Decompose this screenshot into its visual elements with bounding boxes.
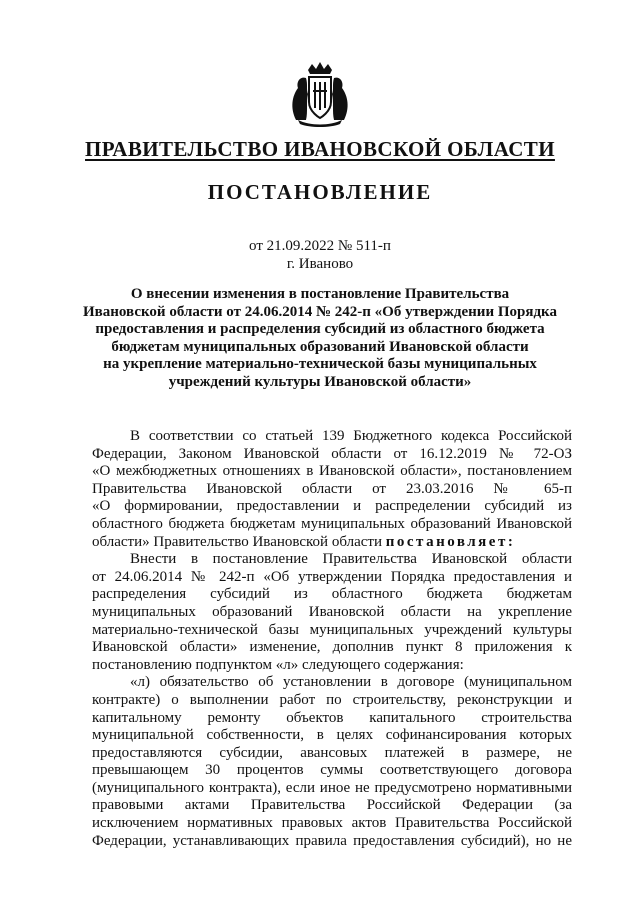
heading-line: учреждений культуры Ивановской области» (168, 373, 472, 390)
document-type: ПОСТАНОВЛЕНИЕ (207, 180, 433, 204)
body-line: муниципальных образований Ивановской области на укрепление (92, 603, 572, 620)
organization-title: ПРАВИТЕЛЬСТВО ИВАНОВСКОЙ ОБЛАСТИ (85, 137, 555, 161)
body-line: (муниципального контракта), если иное не предусмотрено нормативными (92, 779, 572, 796)
body-line: от 24.06.2014 № 242-п «Об утверждении Порядка предоставления и (92, 568, 572, 585)
body-line: Внести в постановление Правительства Ивановской области (130, 551, 572, 568)
body-line: капитальному ремонту объектов капитального строительства (92, 709, 572, 726)
body-line-text: области» Правительство Ивановской области (92, 533, 382, 550)
body-line: правовыми актами Правительства Российской Федерации (за (92, 797, 572, 814)
document-city: г. Иваново (286, 256, 354, 272)
heading-line: О внесении изменения в постановление Правительства (130, 286, 510, 302)
body-line: В соответствии со статьей 139 Бюджетного кодекса Российской (130, 428, 572, 444)
body-line: Федерации, Законом Ивановской области от 16.12.2019 № 72-ОЗ (92, 445, 572, 462)
body-line: Правительства Ивановской области от 23.03.2016 № 65-п (92, 480, 572, 497)
heading-line: бюджетам муниципальных образований Ивановской области (111, 338, 529, 355)
body-line: контракте) о выполнении работ по строительству, реконструкции и (92, 691, 572, 708)
body-line: Федерации, устанавливающих правила предоставления субсидий), но не (92, 832, 572, 849)
body-line: постановлению подпунктом «л» следующего содержания: (92, 656, 464, 673)
body-line: превышающем 30 процентов суммы соответствующего договора (92, 762, 572, 779)
document-heading (80, 286, 560, 392)
heading-line: предоставления и распределения субсидий из областного бюджета (95, 321, 545, 338)
heading-line: Ивановской области от 24.06.2014 № 242-п «Об утверждении Порядка (83, 303, 557, 320)
body-line: «О формировании, предоставлении и распределении субсидий из (92, 498, 572, 515)
body-line: муниципальной собственности, в целях софинансирования которых (92, 727, 572, 744)
coat-of-arms-icon (286, 60, 354, 128)
document-body (92, 428, 572, 850)
decree-verb: постановляет: (385, 533, 516, 550)
body-line: материально-технической базы муниципальных учреждений культуры (92, 621, 572, 638)
body-line: предоставляются субсидии, авансовых платежей в размере, не (92, 744, 572, 761)
heading-line: на укрепление материально-технической базы муниципальных (103, 356, 537, 373)
body-line: исключением нормативных правовых актов Правительства Российской (92, 815, 572, 832)
body-line: «л) обязательство об установлении в договоре (муниципальном (130, 674, 572, 691)
body-line: «О межбюджетных отношениях в Ивановской области», постановлением (92, 463, 572, 480)
body-line: распределения субсидий из областного бюджета бюджетам (92, 586, 572, 603)
document-date-number: от 21.09.2022 № 511-п (249, 238, 391, 254)
body-line: областного бюджета бюджетам муниципальных образований Ивановской (92, 515, 572, 532)
body-line (92, 534, 572, 552)
body-line: Ивановской области» изменение, дополнив пункт 8 приложения к (92, 639, 572, 656)
